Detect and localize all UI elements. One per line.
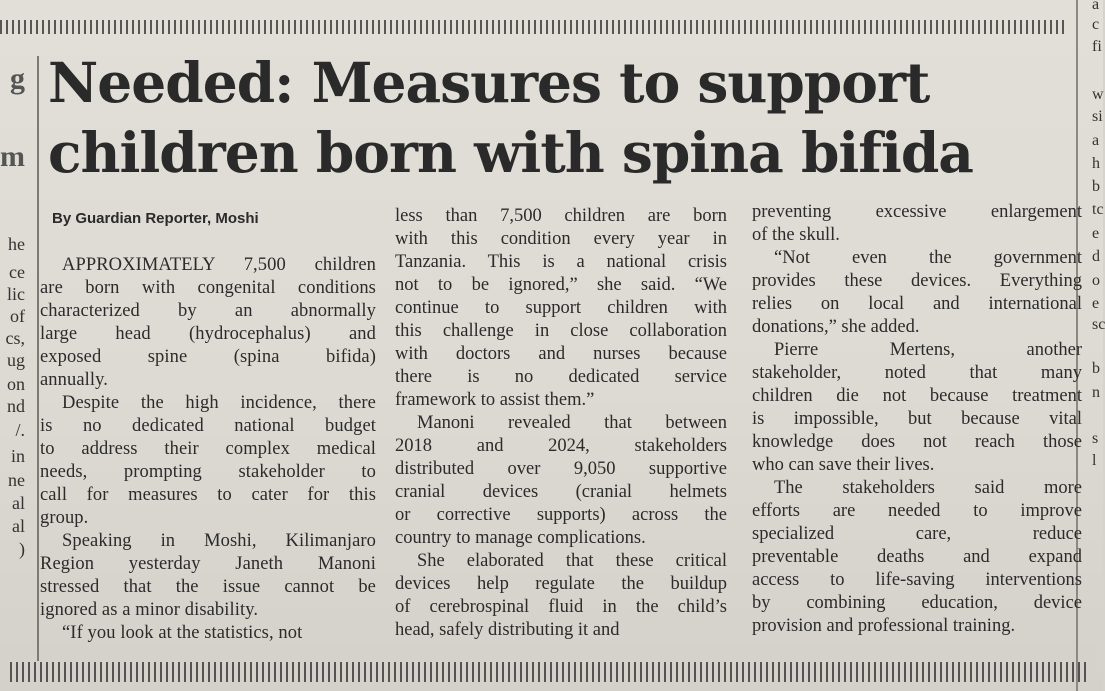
article-text-line: Speaking in Moshi, Kilimanjaro xyxy=(62,531,376,551)
article-text-line: group. xyxy=(40,508,89,528)
article-text-line: needs, prompting stakeholder to xyxy=(40,462,376,482)
margin-text: he xyxy=(8,234,25,254)
margin-text: n xyxy=(1092,384,1100,401)
article-text-line: call for measures to cater for this xyxy=(40,485,376,505)
margin-text: al xyxy=(12,493,25,513)
article-text-line: with this condition every year in xyxy=(395,229,727,249)
article-text-line: or corrective supports) across the xyxy=(395,505,727,525)
article-text-line: distributed over 9,050 supportive xyxy=(395,459,727,479)
margin-text: c xyxy=(1092,16,1100,33)
article-text-line: Region yesterday Janeth Manoni xyxy=(40,554,376,574)
article-headline xyxy=(48,48,1078,188)
article-text-line: 2018 and 2024, stakeholders xyxy=(395,436,727,456)
margin-text: b xyxy=(1092,360,1100,377)
article-text-line: devices help regulate the buildup xyxy=(395,574,727,594)
article-text-line: with doctors and nurses because xyxy=(395,344,727,364)
article-text-line: donations,” she added. xyxy=(752,317,920,337)
article-text-line: stressed that the issue cannot be xyxy=(40,577,376,597)
headline-line: Needed: Measures to support xyxy=(48,50,930,115)
margin-text: s xyxy=(1092,430,1099,447)
article-text-line: ignored as a minor disability. xyxy=(40,600,259,620)
margin-text: ug xyxy=(7,350,25,370)
article-text-line: Tanzania. This is a national crisis xyxy=(395,252,727,272)
margin-text: m xyxy=(0,140,25,173)
article-text-line: characterized by an abnormally xyxy=(40,301,376,321)
byline: By Guardian Reporter, Moshi xyxy=(52,210,259,227)
article-text-line: large head (hydrocephalus) and xyxy=(40,324,376,344)
article-text-line: children die not because treatment xyxy=(752,386,1082,406)
margin-text: b xyxy=(1092,178,1100,195)
margin-text: si xyxy=(1092,108,1103,125)
margin-text: a xyxy=(1092,132,1100,149)
top-decorative-rule xyxy=(0,20,1068,34)
article-text-line: efforts are needed to improve xyxy=(752,501,1082,521)
article-text-line: continue to support children with xyxy=(395,298,727,318)
article-text-line: preventable deaths and expand xyxy=(752,547,1082,567)
article-text-line: She elaborated that these critical xyxy=(417,551,727,571)
article-text-line: specialized care, reduce xyxy=(752,524,1082,544)
margin-text: lic xyxy=(7,284,25,304)
article-column-1 xyxy=(40,254,376,645)
article-text-line: access to life-saving interventions xyxy=(752,570,1082,590)
article-column-3 xyxy=(752,201,1082,638)
article-text-line: Despite the high incidence, there xyxy=(62,393,376,413)
margin-text: w xyxy=(1092,86,1104,103)
right-adjacent-column-fragment xyxy=(1080,0,1103,691)
article-text-line: Pierre Mertens, another xyxy=(774,340,1082,360)
margin-text: ce xyxy=(9,262,25,282)
article-text-line: who can save their lives. xyxy=(752,455,935,475)
article-text-line: to address their complex medical xyxy=(40,439,376,459)
article-text-line: stakeholder, noted that many xyxy=(752,363,1082,383)
margin-text: sc xyxy=(1092,316,1105,333)
article-text-line: cranial devices (cranial helmets xyxy=(395,482,727,502)
article-text-line: provision and professional training. xyxy=(752,616,1016,636)
article-text-line: framework to assist them.” xyxy=(395,390,595,410)
headline-line: children born with spina bifida xyxy=(48,120,973,185)
article-text-line: there is no dedicated service xyxy=(395,367,727,387)
margin-text: tc xyxy=(1092,201,1104,218)
margin-text: o xyxy=(1092,272,1100,289)
article-text-line: by combining education, device xyxy=(752,593,1082,613)
article-text-line: country to manage complications. xyxy=(395,528,646,548)
article-text-line: preventing excessive enlargement xyxy=(752,202,1082,222)
article-text-line: relies on local and international xyxy=(752,294,1082,314)
article-text-line: APPROXIMATELY 7,500 children xyxy=(62,255,376,275)
margin-text: ) xyxy=(19,539,25,559)
margin-text: on xyxy=(7,374,25,394)
margin-text: nd xyxy=(7,396,25,416)
article-text-line: is no dedicated national budget xyxy=(40,416,376,436)
article-text-line: exposed spine (spina bifida) xyxy=(40,347,376,367)
left-column-divider xyxy=(37,56,39,661)
article-text-line: provides these devices. Everything xyxy=(752,271,1082,291)
margin-text: al xyxy=(12,516,25,536)
margin-text: d xyxy=(1092,248,1100,265)
article-text-line: “Not even the government xyxy=(774,248,1082,268)
margin-text: of xyxy=(10,306,25,326)
article-text-line: this challenge in close collaboration xyxy=(395,321,727,341)
article-column-2 xyxy=(395,205,727,642)
margin-text: h xyxy=(1092,155,1100,172)
margin-text: l xyxy=(1092,452,1097,469)
article-text-line: Manoni revealed that between xyxy=(417,413,727,433)
margin-text: a xyxy=(1092,0,1100,13)
article-text-line: knowledge does not reach those xyxy=(752,432,1082,452)
article-text-line: is impossible, but because vital xyxy=(752,409,1082,429)
margin-text: e xyxy=(1092,225,1100,242)
article-text-line: The stakeholders said more xyxy=(774,478,1082,498)
margin-text: fi xyxy=(1092,38,1102,55)
article-text-line: are born with congenital conditions xyxy=(40,278,376,298)
margin-text: g xyxy=(10,62,25,95)
article-text-line: of cerebrospinal fluid in the child’s xyxy=(395,597,727,617)
margin-text: e xyxy=(1092,295,1100,312)
article-text-line: “If you look at the statistics, not xyxy=(62,623,303,643)
margin-text: in xyxy=(10,446,25,466)
article-text-line: head, safely distributing it and xyxy=(395,620,620,640)
margin-text: ne xyxy=(8,470,25,490)
article-text-line: less than 7,500 children are born xyxy=(395,206,727,226)
bottom-decorative-rule xyxy=(10,662,1090,682)
margin-text: cs, xyxy=(5,328,25,348)
left-adjacent-column-fragment xyxy=(0,0,37,691)
margin-text: /. xyxy=(15,420,25,440)
article-text-line: of the skull. xyxy=(752,225,840,245)
article-text-line: annually. xyxy=(40,370,109,390)
article-text-line: not to be ignored,” she said. “We xyxy=(395,275,727,295)
